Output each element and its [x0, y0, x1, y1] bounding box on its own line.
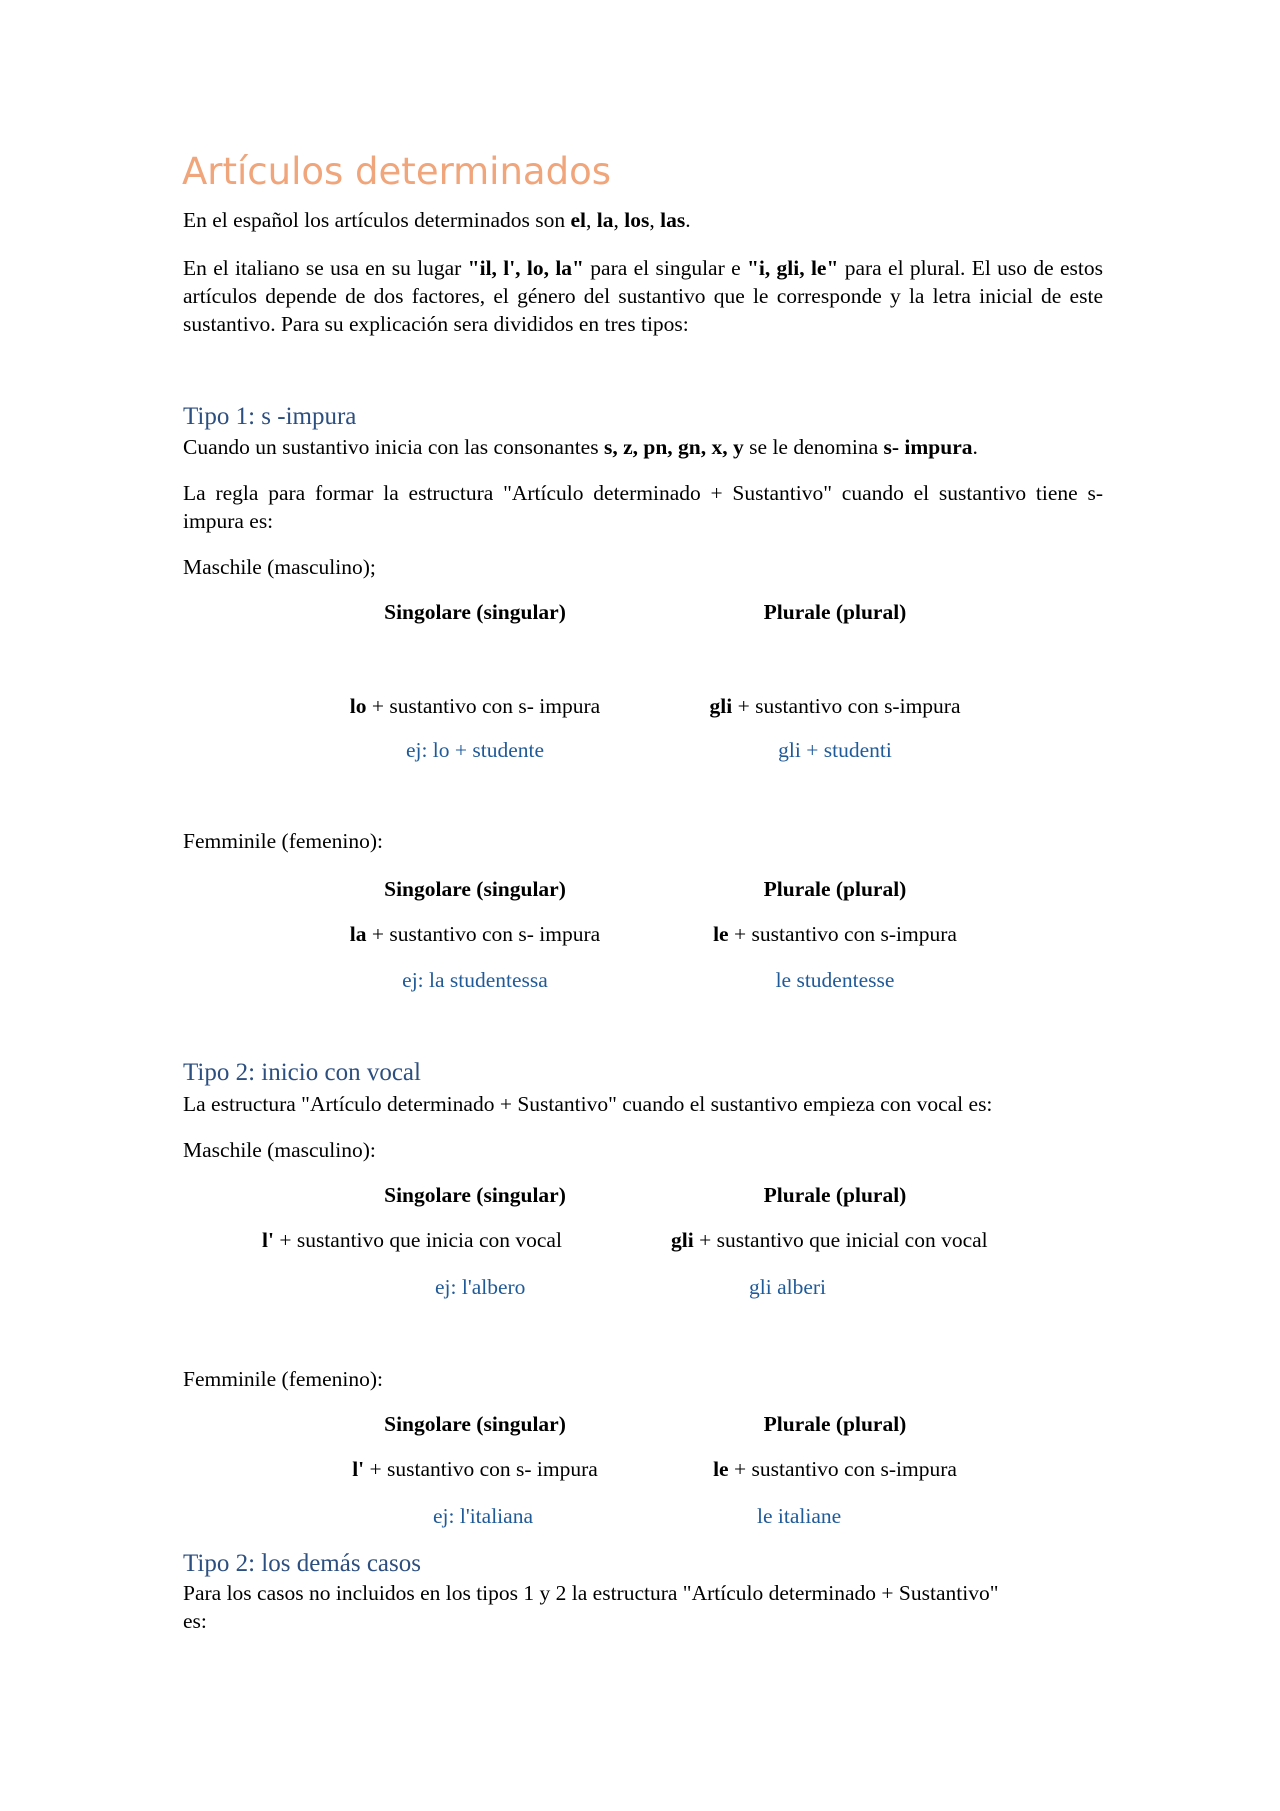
example-plural: le studentesse [775, 968, 895, 992]
rule-singular [290, 1457, 660, 1483]
separator: , [613, 208, 625, 232]
tipo3-rule-line2: es: [183, 1609, 207, 1633]
tipo1-masc-label: Maschile (masculino); [183, 555, 376, 579]
period: . [972, 435, 978, 459]
article: le [713, 922, 729, 946]
section-heading-tipo3: Tipo 2: los demás casos [183, 1550, 421, 1577]
page-title: Artículos determinados [182, 150, 611, 193]
column-header-plural: Plurale (plural) [763, 1183, 907, 1207]
intro2-text: En el italiano se usa en su lugar [183, 256, 468, 280]
intro-text: En el español los artículos determinados son [183, 208, 571, 232]
separator: , [649, 208, 661, 232]
rule-text: + sustantivo que inicia con vocal [273, 1228, 562, 1252]
article: l' [262, 1228, 274, 1252]
article: la [349, 922, 367, 946]
plural-articles: "i, gli, le" [746, 256, 839, 280]
column-header-singular: Singolare (singular) [384, 1183, 566, 1207]
tipo3-rule-line1: Para los casos no incluidos en los tipos 1 y 2 la estructura "Artículo determinado + Sustantivo" [183, 1581, 999, 1605]
rule-singular [290, 694, 660, 720]
example-singular: ej: la studentessa [402, 968, 548, 992]
column-header-plural: Plurale (plural) [763, 600, 907, 624]
definition-text: se le denomina [743, 435, 884, 459]
tipo1-definition [183, 435, 978, 461]
article: gli [709, 694, 733, 718]
rule-singular [290, 922, 660, 948]
column-header-singular: Singolare (singular) [384, 877, 566, 901]
example-plural: le italiane [757, 1504, 842, 1528]
article-los: los [624, 208, 650, 232]
column-header-plural: Plurale (plural) [763, 1412, 907, 1436]
singular-articles: "il, l', lo, la" [467, 256, 584, 280]
article-la: la [596, 208, 614, 232]
column-header-singular: Singolare (singular) [384, 1412, 566, 1436]
article: gli [671, 1228, 694, 1252]
rule-text: + sustantivo con s- impura [364, 1457, 598, 1481]
intro2-text: para el singular e [583, 256, 747, 280]
example-plural: gli + studenti [778, 738, 892, 762]
rule-text: + sustantivo con s-impura [728, 1457, 957, 1481]
example-singular: ej: l'albero [435, 1275, 526, 1299]
article: le [713, 1457, 729, 1481]
example-singular: ej: l'italiana [433, 1504, 533, 1528]
rule-plural [650, 694, 1020, 720]
italian-intro-paragraph [183, 254, 1103, 338]
tipo2-rule: La estructura "Artículo determinado + Sustantivo" cuando el sustantivo empieza con vocal es: [183, 1092, 993, 1116]
tipo1-rule: La regla para formar la estructura "Artículo determinado + Sustantivo" cuando el sustantivo tiene s- impura es: [183, 481, 1103, 533]
rule-text: + sustantivo con s-impura [728, 922, 957, 946]
column-header-plural: Plurale (plural) [763, 877, 907, 901]
tipo2-fem-label: Femminile (femenino): [183, 1367, 384, 1391]
tipo1-fem-label: Femminile (femenino): [183, 829, 384, 853]
rule-plural [671, 1228, 988, 1254]
article-las: las [660, 208, 686, 232]
rule-plural [650, 922, 1020, 948]
consonant-list: s, z, pn, gn, x, y [603, 435, 744, 459]
example-singular: ej: lo + studente [405, 738, 545, 762]
rule-text: + sustantivo con s- impura [366, 922, 601, 946]
column-header-singular: Singolare (singular) [384, 600, 566, 624]
rule-singular [262, 1228, 562, 1254]
rule-text: + sustantivo con s-impura [732, 694, 961, 718]
rule-plural [650, 1457, 1020, 1483]
intro-paragraph [183, 208, 691, 234]
tipo2-masc-label: Maschile (masculino): [183, 1138, 376, 1162]
article: l' [352, 1457, 365, 1481]
intro2-text: para el plural. El uso de estos artículos depende de dos factores, el género del sustantivo que le corresponde y la letra inicial de este sustantivo. Para su explicación sera divididos en tres tipos: [183, 256, 1103, 336]
definition-text: Cuando un sustantivo inicia con las consonantes [183, 435, 604, 459]
period: . [685, 208, 691, 232]
rule-text: + sustantivo con s- impura [366, 694, 601, 718]
rule-text: + sustantivo que inicial con vocal [693, 1228, 988, 1252]
example-plural: gli alberi [749, 1275, 827, 1299]
section-heading-tipo2: Tipo 2: inicio con vocal [183, 1059, 421, 1086]
article: lo [349, 694, 367, 718]
section-heading-tipo1: Tipo 1: s -impura [183, 403, 357, 430]
term-s-impura: s- impura [883, 435, 973, 459]
separator: , [586, 208, 597, 232]
article-el: el [570, 208, 587, 232]
